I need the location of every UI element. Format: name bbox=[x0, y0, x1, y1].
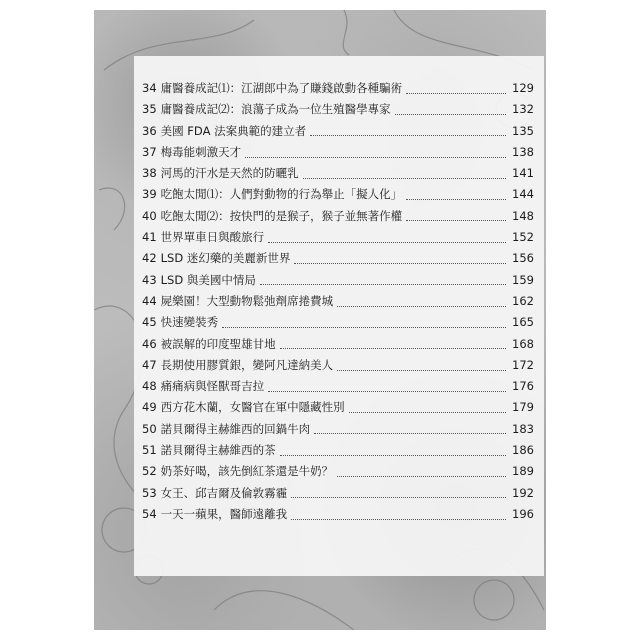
dot-leader bbox=[303, 177, 506, 179]
toc-entry-number: 41 bbox=[142, 230, 157, 245]
toc-entry-title: 快速變裝秀 bbox=[160, 315, 219, 330]
toc-entry-title: 庸醫養成記⑴：江湖郎中為了賺錢啟動各種騙術 bbox=[160, 81, 403, 95]
dot-leader bbox=[406, 92, 506, 94]
toc-entry-page: 172 bbox=[512, 357, 534, 372]
toc-entry[interactable] bbox=[142, 463, 534, 484]
toc-entry-number: 36 bbox=[142, 123, 157, 138]
toc-entry-page: 196 bbox=[512, 506, 534, 521]
dot-leader bbox=[337, 369, 506, 371]
toc-entry-number: 46 bbox=[142, 336, 157, 351]
toc-entry-number: 51 bbox=[142, 443, 157, 458]
toc-entry-number: 35 bbox=[142, 102, 157, 117]
toc-entry-page: 192 bbox=[512, 485, 534, 500]
toc-entry-number: 50 bbox=[142, 421, 157, 436]
toc-entry[interactable] bbox=[142, 485, 534, 506]
toc-entry-page: 165 bbox=[512, 315, 534, 330]
toc-entry[interactable] bbox=[142, 314, 534, 335]
toc-entry[interactable] bbox=[142, 229, 534, 250]
toc-entry-page: 148 bbox=[512, 208, 534, 223]
toc-entry-title: LSD 與美國中情局 bbox=[160, 272, 256, 287]
toc-entry[interactable] bbox=[142, 272, 534, 293]
toc-entry-number: 54 bbox=[142, 506, 157, 521]
toc-entry[interactable] bbox=[142, 144, 534, 165]
toc-entry-page: 132 bbox=[512, 102, 534, 117]
toc-entry-title: 女王、邱吉爾及倫敦霧霾 bbox=[160, 485, 288, 500]
toc-entry-number: 53 bbox=[142, 485, 157, 500]
toc-entry[interactable] bbox=[142, 186, 534, 207]
toc-entry-page: 183 bbox=[512, 421, 534, 436]
toc-list bbox=[142, 80, 534, 527]
toc-entry[interactable] bbox=[142, 208, 534, 229]
dot-leader bbox=[291, 496, 506, 498]
dot-leader bbox=[349, 411, 506, 413]
toc-entry-number: 47 bbox=[142, 357, 157, 372]
toc-entry-title: 長期使用膠質銀，變阿凡達納美人 bbox=[160, 357, 334, 372]
toc-entry-number: 44 bbox=[142, 293, 157, 308]
dot-leader bbox=[280, 454, 506, 456]
toc-entry[interactable] bbox=[142, 250, 534, 271]
toc-entry-number: 45 bbox=[142, 315, 157, 330]
toc-entry-page: 156 bbox=[512, 251, 534, 266]
dot-leader bbox=[310, 134, 506, 136]
toc-entry-page: 129 bbox=[512, 81, 534, 95]
toc-entry[interactable] bbox=[142, 506, 534, 527]
toc-entry-page: 152 bbox=[512, 230, 534, 245]
toc-entry-page: 144 bbox=[512, 187, 534, 202]
toc-entry-title: 世界單車日與酸旅行 bbox=[160, 230, 265, 245]
toc-entry-page: 138 bbox=[512, 144, 534, 159]
toc-entry-title: 痛痛病與怪獸哥吉拉 bbox=[160, 379, 265, 394]
toc-entry[interactable] bbox=[142, 421, 534, 442]
toc-entry-page: 179 bbox=[512, 400, 534, 415]
dot-leader bbox=[337, 305, 506, 307]
toc-entry-number: 43 bbox=[142, 272, 157, 287]
toc-entry-title: 諾貝爾得主赫維西的茶 bbox=[160, 443, 276, 458]
dot-leader bbox=[268, 241, 506, 243]
toc-entry-page: 162 bbox=[512, 293, 534, 308]
toc-entry-page: 176 bbox=[512, 379, 534, 394]
toc-entry-number: 40 bbox=[142, 208, 157, 223]
dot-leader bbox=[245, 156, 506, 158]
toc-entry-page: 168 bbox=[512, 336, 534, 351]
toc-entry-number: 39 bbox=[142, 187, 157, 202]
toc-entry-title: 庸醫養成記⑵：浪蕩子成為一位生殖醫學專家 bbox=[160, 102, 391, 117]
dot-leader bbox=[291, 518, 506, 520]
toc-entry[interactable] bbox=[142, 399, 534, 420]
toc-entry-page: 141 bbox=[512, 166, 534, 181]
dot-leader bbox=[280, 347, 506, 349]
toc-entry-title: 屍樂園！大型動物鬆弛劑席捲費城 bbox=[160, 293, 334, 308]
toc-entry-title: 梅毒能刺激天才 bbox=[160, 144, 242, 159]
toc-entry-number: 38 bbox=[142, 166, 157, 181]
toc-entry-page: 159 bbox=[512, 272, 534, 287]
toc-entry-title: 美國 FDA 法案典範的建立者 bbox=[160, 123, 307, 138]
toc-entry-title: 諾貝爾得主赫維西的回鍋牛肉 bbox=[160, 421, 311, 436]
dot-leader bbox=[406, 198, 506, 200]
toc-entry[interactable] bbox=[142, 378, 534, 399]
dot-leader bbox=[314, 432, 506, 434]
dot-leader bbox=[337, 475, 506, 477]
toc-entry[interactable] bbox=[142, 165, 534, 186]
toc-entry-title: LSD 迷幻藥的美麗新世界 bbox=[160, 251, 291, 266]
toc-entry[interactable] bbox=[142, 336, 534, 357]
toc-entry-page: 186 bbox=[512, 443, 534, 458]
toc-entry-title: 西方花木蘭，女醫官在軍中隱藏性別 bbox=[160, 400, 345, 415]
toc-entry-title: 一天一蘋果，醫師遠離我 bbox=[160, 506, 288, 521]
dot-leader bbox=[222, 326, 506, 328]
dot-leader bbox=[268, 390, 506, 392]
toc-entry-title: 河馬的汗水是天然的防曬乳 bbox=[160, 166, 299, 181]
dot-leader bbox=[260, 283, 506, 285]
toc-entry-number: 48 bbox=[142, 379, 157, 394]
toc-entry-page: 135 bbox=[512, 123, 534, 138]
toc-entry[interactable] bbox=[142, 293, 534, 314]
dot-leader bbox=[406, 219, 506, 221]
toc-entry-number: 42 bbox=[142, 251, 157, 266]
toc-entry-page: 189 bbox=[512, 464, 534, 479]
toc-entry-number: 34 bbox=[142, 81, 157, 95]
toc-entry[interactable] bbox=[142, 123, 534, 144]
toc-entry-number: 49 bbox=[142, 400, 157, 415]
toc-entry-title: 被誤解的印度聖雄甘地 bbox=[160, 336, 276, 351]
toc-entry-title: 奶茶好喝，該先倒紅茶還是牛奶？ bbox=[160, 464, 334, 479]
toc-entry-title: 吃飽太閒⑴：人們對動物的行為舉止「擬人化」 bbox=[160, 187, 403, 202]
toc-entry-number: 37 bbox=[142, 144, 157, 159]
book-page bbox=[94, 10, 546, 630]
toc-entry[interactable] bbox=[142, 80, 534, 101]
dot-leader bbox=[294, 262, 506, 264]
toc-entry-number: 52 bbox=[142, 464, 157, 479]
dot-leader bbox=[395, 113, 506, 115]
table-of-contents-panel bbox=[134, 56, 544, 576]
toc-entry[interactable] bbox=[142, 442, 534, 463]
toc-entry[interactable] bbox=[142, 357, 534, 378]
toc-entry[interactable] bbox=[142, 101, 534, 122]
toc-entry-title: 吃飽太閒⑵：按快門的是猴子，猴子並無著作權 bbox=[160, 208, 403, 223]
